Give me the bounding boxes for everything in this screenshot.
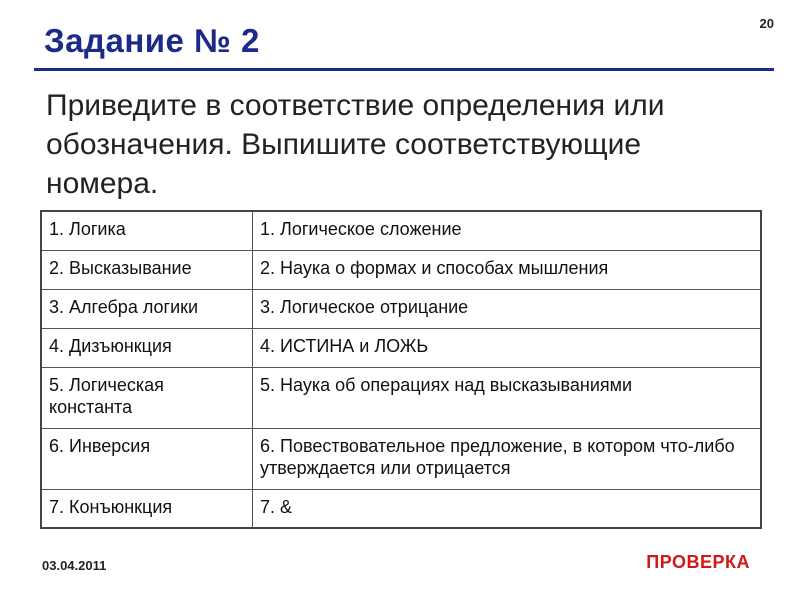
term-cell: 4. Дизъюнкция [41, 328, 253, 367]
table-row [41, 289, 761, 328]
definition-cell: 2. Наука о формах и способах мышления [253, 250, 762, 289]
table-row [41, 328, 761, 367]
title-divider [34, 68, 774, 71]
table-row [41, 489, 761, 528]
table-row [41, 367, 761, 428]
definition-cell: 3. Логическое отрицание [253, 289, 762, 328]
term-cell: 6. Инверсия [41, 428, 253, 489]
table-row [41, 428, 761, 489]
term-cell: 3. Алгебра логики [41, 289, 253, 328]
definition-cell: 1. Логическое сложение [253, 211, 762, 250]
check-button[interactable]: ПРОВЕРКА [646, 552, 750, 572]
table-row [41, 250, 761, 289]
definition-cell: 7. & [253, 489, 762, 528]
table-row [41, 211, 761, 250]
definition-cell: 4. ИСТИНА и ЛОЖЬ [253, 328, 762, 367]
definition-cell: 5. Наука об операциях над высказываниями [253, 367, 762, 428]
term-cell: 1. Логика [41, 211, 253, 250]
slide-number: 20 [759, 16, 774, 31]
term-cell: 5. Логическая константа [41, 367, 253, 428]
term-cell: 7. Конъюнкция [41, 489, 253, 528]
task-instruction: Приведите в соответствие определения или обозначения. Выпишите соответствующие номера. [46, 89, 665, 200]
footer-date: 03.04.2011 [42, 558, 107, 573]
matching-table [40, 210, 762, 529]
definition-cell: 6. Повествовательное предложение, в котором что-либо утверждается или отрицается [253, 428, 762, 489]
slide-title: Задание № 2 [44, 22, 260, 59]
term-cell: 2. Высказывание [41, 250, 253, 289]
